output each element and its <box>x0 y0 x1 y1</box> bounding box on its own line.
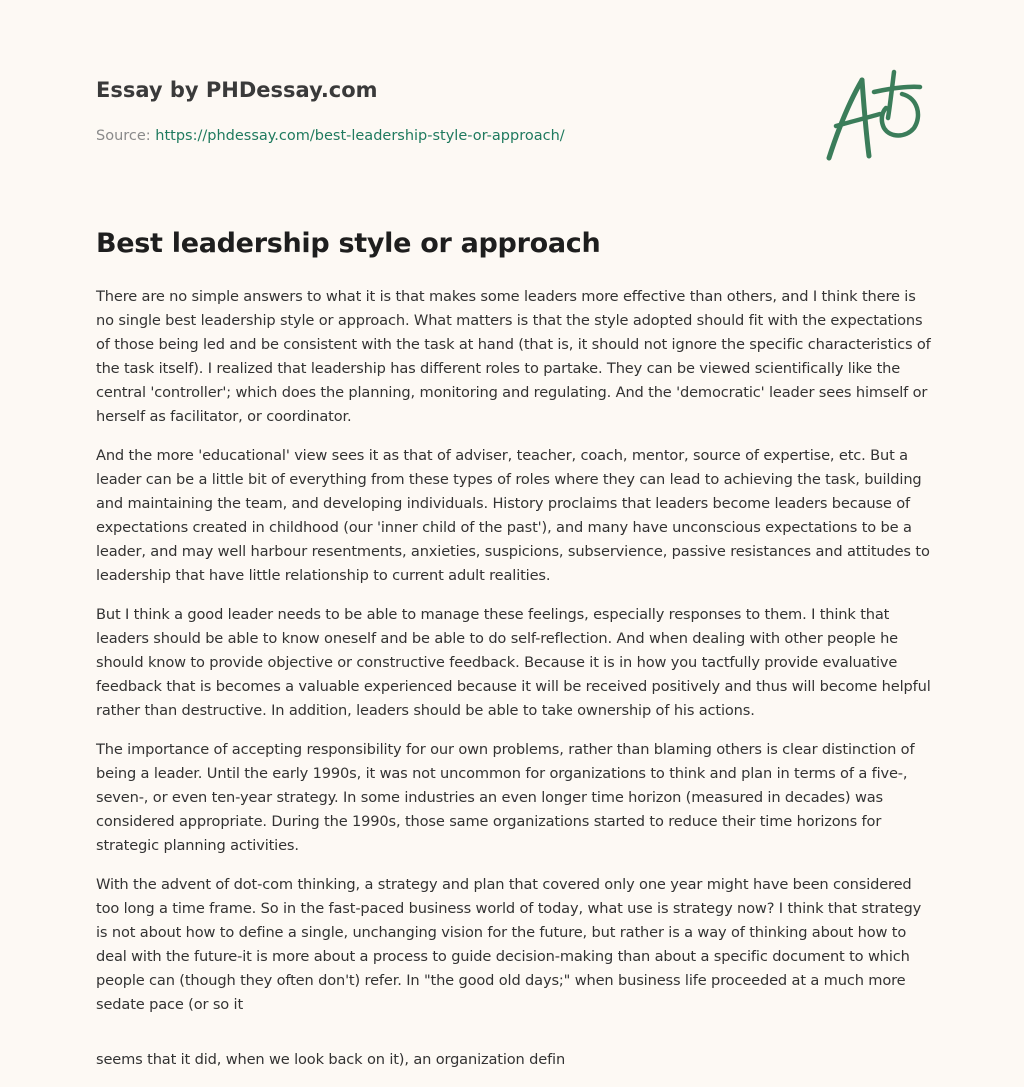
source-line <box>96 126 736 146</box>
essay-continuation: seems that it did, when we look back on it), an organization defin <box>96 1051 566 1068</box>
essay-paragraph: There are no simple answers to what it is that makes some leaders more effective than others, and I think there is no single best leadership style or approach. What matters is that the style adopted should fit with the expectations of those being led and be consistent with the task at hand (that is, it should not ignore the specific characteristics of the task itself). I realized that leadership has different roles to partake. They can be viewed scientifically like the central 'controller'; which does the planning, monitoring and regulating. And the 'democratic' leader sees himself or herself as facilitator, or coordinator. <box>96 288 931 425</box>
essay-body <box>96 285 936 1087</box>
essay-title: Best leadership style or approach <box>96 228 601 259</box>
essay-paragraph: But I think a good leader needs to be able to manage these feelings, especially responses to them. I think that leaders should be able to know oneself and be able to do self-reflection. And when dealing with other people he should know to provide objective or constructive feedback. Because it is in how you tactfully provide evaluative feedback that is becomes a valuable experienced because it will be received positively and thus will become helpful rather than destructive. In addition, leaders should be able to take ownership of his actions. <box>96 606 931 719</box>
essay-paragraph: With the advent of dot-com thinking, a strategy and plan that covered only one year might have been considered too long a time frame. So in the fast-paced business world of today, what use is strategy now? I think that strategy is not about how to define a single, unchanging vision for the future, but rather is a way of thinking about how to deal with the future-it is more about a process to guide decision-making than about a specific document to which people can (though they often don't) refer. In "the good old days;" when business life proceeded at a much more sedate pace (or so it <box>96 876 922 1013</box>
source-label: Source: <box>96 128 151 144</box>
source-link[interactable]: https://phdessay.com/best-leadership-style-or-approach/ <box>155 128 565 144</box>
essay-paragraph: The importance of accepting responsibility for our own problems, rather than blaming others is clear distinction of being a leader. Until the early 1990s, it was not uncommon for organizations to think and plan in terms of a five-, seven-, or even ten-year strategy. In some industries an even longer time horizon (measured in decades) was considered appropriate. During the 1990s, those same organizations started to reduce their time horizons for strategic planning activities. <box>96 741 915 854</box>
a-plus-logo-icon <box>822 68 926 164</box>
site-title: Essay by PHDessay.com <box>96 78 378 102</box>
page-header <box>96 76 736 146</box>
essay-paragraph: And the more 'educational' view sees it as that of adviser, teacher, coach, mentor, source of expertise, etc. But a leader can be a little bit of everything from these types of roles where they can lead to achieving the task, building and maintaining the team, and developing individuals. History proclaims that leaders become leaders because of expectations created in childhood (our 'inner child of the past'), and many have unconscious expectations to be a leader, and may well harbour resentments, anxieties, suspicions, subservience, passive resistances and attitudes to leadership that have little relationship to current adult realities. <box>96 447 930 584</box>
